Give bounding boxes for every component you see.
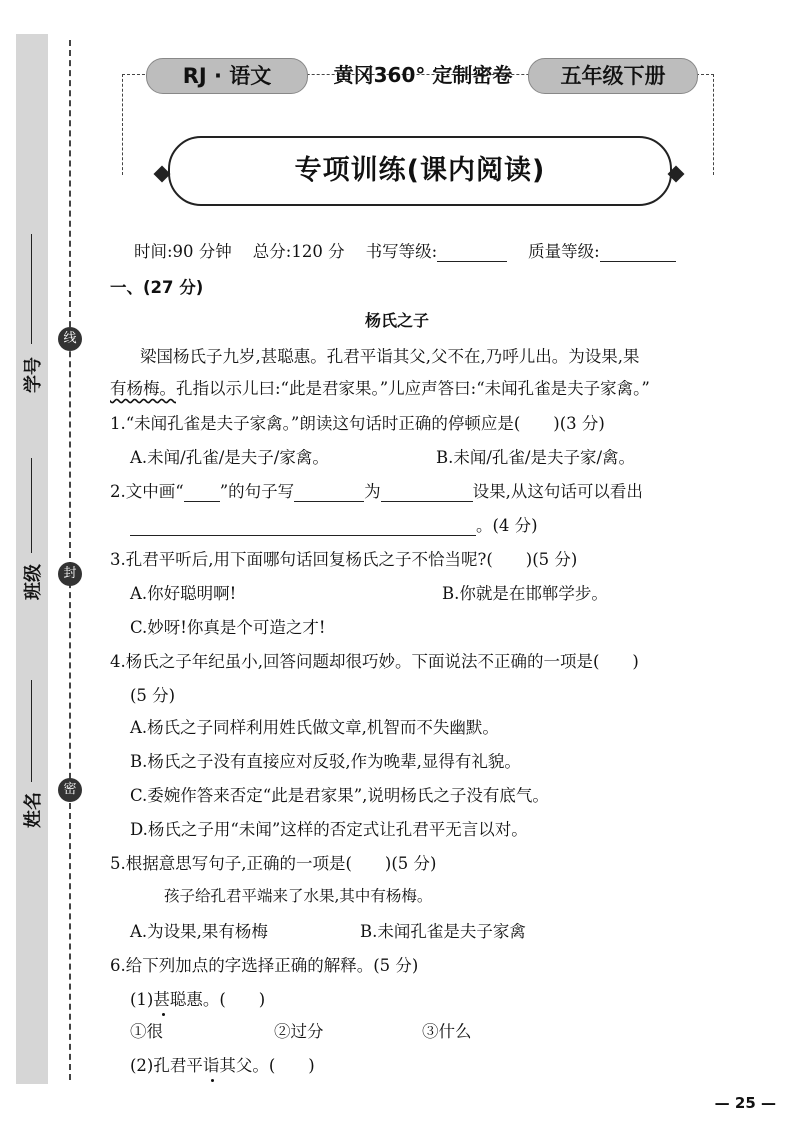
writing-grade-label: 书写等级:	[365, 242, 438, 261]
q2-text-3: 为	[364, 482, 381, 501]
time-limit: 时间:90 分钟	[134, 242, 232, 261]
section-label: 一、(27 分)	[110, 278, 204, 297]
name-label: 姓名	[23, 792, 44, 828]
q6-2-dotted-char: 诣	[202, 1056, 220, 1075]
cut-mark-xian: 线	[58, 327, 82, 351]
exam-info	[134, 238, 764, 262]
passage-line-2-rest: 孔指以示儿曰:“此是君家果。”儿应声答曰:“未闻孔雀是夫子家禽。”	[176, 379, 650, 398]
q4-option-c[interactable]: C.委婉作答来否定“此是君家果”,说明杨氏之子没有底气。	[130, 786, 549, 805]
q5-option-b[interactable]: B.未闻孔雀是夫子家禽	[360, 922, 526, 941]
class-label: 班级	[23, 564, 44, 600]
q3-option-c[interactable]: C.妙呀!你真是个可造之才!	[130, 618, 326, 637]
cut-mark-feng: 封	[58, 562, 82, 586]
binding-strip	[16, 34, 48, 1084]
passage-line-2	[110, 375, 740, 399]
page-number: — 25 —	[714, 1094, 776, 1112]
q3-option-a[interactable]: A.你好聪明啊!	[130, 584, 237, 603]
total-score: 总分:120 分	[252, 242, 345, 261]
student-id-label: 学号	[23, 357, 44, 393]
q3-option-b[interactable]: B.你就是在邯郸学步。	[442, 584, 608, 603]
q1-option-b[interactable]: B.未闻/孔雀/是夫子家/禽。	[436, 448, 636, 467]
q2-answer-blank[interactable]	[130, 517, 476, 536]
q6-2-suffix: 其父。( )	[219, 1056, 315, 1075]
question-1: 1.“未闻孔雀是夫子家禽。”朗读这句话时正确的停顿应是( )(3 分)	[110, 414, 605, 433]
q2-text-2: ”的句子写	[219, 482, 295, 501]
subject-pill: RJ · 语文	[146, 58, 308, 94]
q4-option-b[interactable]: B.杨氏之子没有直接应对反驳,作为晚辈,显得有礼貌。	[130, 752, 521, 771]
q4-option-a[interactable]: A.杨氏之子同样利用姓氏做文章,机智而不失幽默。	[130, 718, 499, 737]
passage-line-1: 梁国杨氏子九岁,甚聪惠。孔君平诣其父,父不在,乃呼儿出。为设果,果	[140, 347, 640, 366]
quality-grade-blank[interactable]	[600, 243, 676, 262]
q5-meaning: 孩子给孔君平端来了水果,其中有杨梅。	[164, 887, 433, 905]
wavy-underlined-sentence: 有杨梅。	[110, 379, 176, 398]
question-2	[110, 478, 740, 502]
question-5: 5.根据意思写句子,正确的一项是( )(5 分)	[110, 854, 437, 873]
q6-item-2	[130, 1052, 760, 1076]
cut-line	[69, 40, 71, 1080]
page-title: 专项训练(课内阅读)	[294, 155, 546, 186]
q6-1-option-2[interactable]: ②过分	[274, 1022, 324, 1041]
q2-text-1: 2.文中画“	[110, 482, 184, 501]
q2-blank-1[interactable]	[294, 483, 364, 502]
grade-pill: 五年级下册	[528, 58, 698, 94]
q6-1-option-1[interactable]: ①很	[130, 1022, 163, 1041]
q4-score: (5 分)	[130, 686, 176, 705]
passage-title: 杨氏之子	[364, 311, 429, 330]
question-6: 6.给下列加点的字选择正确的解释。(5 分)	[110, 956, 419, 975]
q2-answer-line	[130, 512, 760, 536]
q6-1-dotted-char: 甚	[153, 990, 170, 1009]
series-name: 黄冈360° 定制密卷	[333, 63, 513, 87]
q1-option-a[interactable]: A.未闻/孔雀/是夫子/家禽。	[130, 448, 329, 467]
name-blank[interactable]	[31, 680, 32, 782]
q4-option-d[interactable]: D.杨氏之子用“未闻”这样的否定式让孔君平无言以对。	[130, 820, 528, 839]
q6-item-1	[130, 986, 760, 1010]
q2-text-4: 设果,从这句话可以看出	[472, 482, 643, 501]
q5-option-a[interactable]: A.为设果,果有杨梅	[130, 922, 268, 941]
q6-1-suffix: 聪惠。( )	[169, 990, 266, 1009]
q6-1-prefix: (1)	[130, 990, 154, 1009]
cut-mark-mi: 密	[58, 778, 82, 802]
q6-2-prefix: (2)孔君平	[130, 1056, 203, 1075]
quality-grade-label: 质量等级:	[528, 242, 600, 261]
q2-score: 。(4 分)	[476, 516, 538, 535]
question-3: 3.孔君平听后,用下面哪句话回复杨氏之子不恰当呢?( )(5 分)	[110, 550, 578, 569]
question-4: 4.杨氏之子年纪虽小,回答问题却很巧妙。下面说法不正确的一项是( )	[110, 652, 639, 671]
class-blank[interactable]	[31, 458, 32, 553]
q2-underline-sample	[184, 483, 220, 502]
q2-blank-2[interactable]	[381, 483, 473, 502]
writing-grade-blank[interactable]	[437, 243, 507, 262]
q6-1-option-3[interactable]: ③什么	[422, 1022, 472, 1041]
